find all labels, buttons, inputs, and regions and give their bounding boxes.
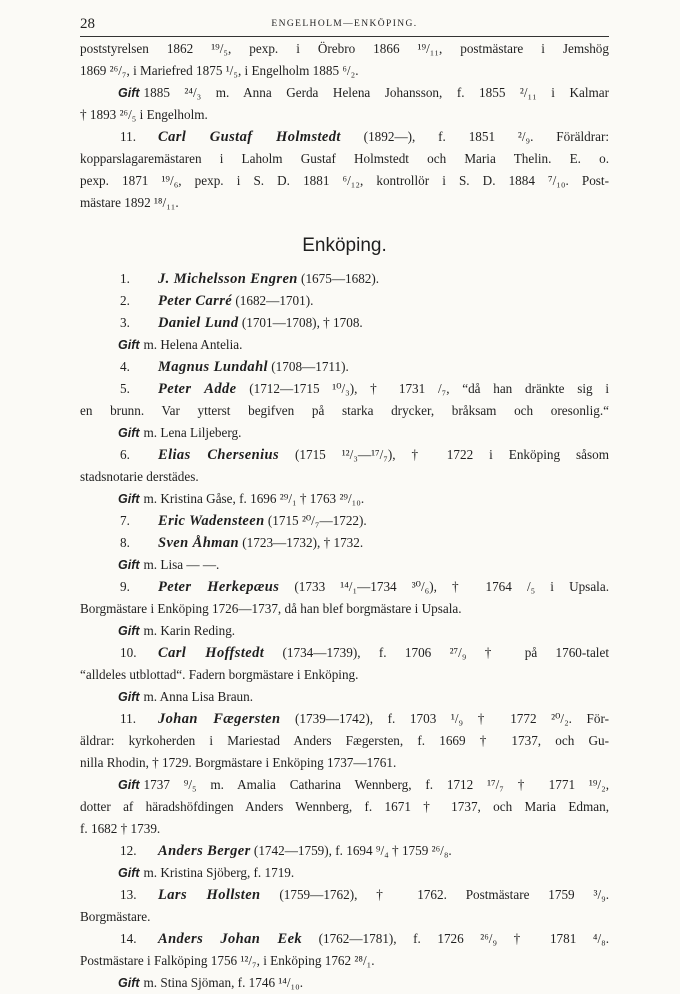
text-line bbox=[80, 950, 609, 972]
gift-label: Gift bbox=[118, 976, 140, 990]
line-text: (1734—1739), f. 1706 ²⁷/₉ † på 1760-talet bbox=[264, 645, 609, 660]
line-text: (1742—1759), f. 1694 ⁹/₄ † 1759 ²⁶/₈. bbox=[250, 843, 452, 858]
entry-number: 2. bbox=[120, 293, 130, 308]
text-line bbox=[80, 148, 609, 170]
marriage-line bbox=[80, 422, 609, 444]
gift-label: Gift bbox=[118, 338, 140, 352]
marriage-line bbox=[80, 972, 609, 994]
text-line bbox=[80, 170, 609, 192]
entry-number: 8. bbox=[120, 535, 130, 550]
gift-label: Gift bbox=[118, 866, 140, 880]
person-name: Anders Berger bbox=[158, 843, 251, 859]
text-line bbox=[80, 818, 609, 840]
line-text: (1762—1781), f. 1726 ²⁶/₉ † 1781 ⁴/₈. bbox=[302, 931, 609, 946]
text-line bbox=[80, 38, 609, 60]
person-name: J. Michelsson Engren bbox=[158, 271, 298, 287]
gift-label: Gift bbox=[118, 558, 140, 572]
text-line bbox=[80, 752, 609, 774]
entry-line bbox=[80, 444, 609, 466]
line-text: (1712—1715 ¹⁰/₃), † 1731 /₇, “då han dränkte sig i bbox=[236, 381, 609, 396]
line-text: m. Stina Sjöman, f. 1746 ¹⁴/₁₀. bbox=[143, 975, 304, 990]
line-text: Postmästare i Falköping 1756 ¹²/₇, i Enköping 1762 ²⁸/₁. bbox=[80, 953, 375, 968]
line-text: stadsnotarie derstädes. bbox=[80, 469, 199, 484]
person-name: Magnus Lundahl bbox=[158, 359, 268, 375]
entry-line bbox=[80, 884, 609, 906]
entry-line bbox=[80, 840, 609, 862]
line-text: m. Kristina Gåse, f. 1696 ²⁹/₁ † 1763 ²⁹/₁₀. bbox=[143, 491, 365, 506]
marriage-line bbox=[80, 620, 609, 642]
line-text: äldrar: kyrkoherden i Mariestad Anders Fægersten, f. 1669 † 1737, och Gu- bbox=[80, 733, 609, 748]
page-body bbox=[80, 38, 609, 994]
line-text: nilla Rhodin, † 1729. Borgmästare i Enköping 1737—1761. bbox=[80, 755, 397, 770]
entry-number: 6. bbox=[120, 447, 130, 462]
text-line bbox=[80, 664, 609, 686]
entry-line bbox=[80, 268, 609, 290]
person-name: Peter Carré bbox=[158, 293, 233, 309]
page-header bbox=[80, 14, 609, 37]
person-name: Eric Wadensteen bbox=[158, 513, 265, 529]
entry-line bbox=[80, 356, 609, 378]
line-text: “alldeles utblottad“. Fadern borgmästare i Enköping. bbox=[80, 667, 359, 682]
text-line bbox=[80, 598, 609, 620]
text-line bbox=[80, 730, 609, 752]
line-text: m. Lena Liljeberg. bbox=[143, 425, 242, 440]
gift-label: Gift bbox=[118, 86, 140, 100]
line-text: kopparslagaremästaren i Laholm Gustaf Holmstedt och Maria Thelin. E. o. bbox=[80, 151, 609, 166]
entry-number: 14. bbox=[120, 931, 137, 946]
entry-number: 11. bbox=[120, 129, 136, 144]
line-text: m. Anna Lisa Braun. bbox=[143, 689, 254, 704]
line-text: (1675—1682). bbox=[297, 271, 380, 286]
entry-number: 7. bbox=[120, 513, 130, 528]
text-line bbox=[80, 906, 609, 928]
line-text: f. 1682 † 1739. bbox=[80, 821, 161, 836]
entry-line bbox=[80, 576, 609, 598]
text-line bbox=[80, 400, 609, 422]
line-text: 1869 ²⁶/₇, i Mariefred 1875 ¹/₅, i Engelholm 1885 ⁶/₂. bbox=[80, 63, 359, 78]
entry-line bbox=[80, 642, 609, 664]
entry-number: 9. bbox=[120, 579, 130, 594]
text-line bbox=[80, 466, 609, 488]
person-name: Lars Hollsten bbox=[158, 887, 261, 903]
line-text: m. Kristina Sjöberg, f. 1719. bbox=[143, 865, 295, 880]
line-text: (1739—1742), f. 1703 ¹/₉ † 1772 ²⁰/₂. För- bbox=[280, 711, 609, 726]
marriage-line bbox=[80, 774, 609, 796]
entry-number: 4. bbox=[120, 359, 130, 374]
person-name: Peter Adde bbox=[158, 381, 237, 397]
gift-label: Gift bbox=[118, 492, 140, 506]
line-text: Borgmästare. bbox=[80, 909, 151, 924]
line-text: (1701—1708), † 1708. bbox=[238, 315, 363, 330]
person-name: Sven Åhman bbox=[158, 535, 239, 551]
entry-number: 3. bbox=[120, 315, 130, 330]
line-text: (1708—1711). bbox=[267, 359, 349, 374]
line-text: (1759—1762), † 1762. Postmästare 1759 ³/₉. bbox=[260, 887, 609, 902]
gift-label: Gift bbox=[118, 778, 140, 792]
line-text: m. Karin Reding. bbox=[143, 623, 236, 638]
line-text: poststyrelsen 1862 ¹⁹/₅, pexp. i Örebro 1866 ¹⁹/₁₁, postmästare i Jemshög bbox=[80, 41, 609, 56]
marriage-line bbox=[80, 862, 609, 884]
line-text: (1892—), f. 1851 ²/₉. Föräldrar: bbox=[340, 129, 609, 144]
line-text: pexp. 1871 ¹⁹/₆, pexp. i S. D. 1881 ⁶/₁₂, kontrollör i S. D. 1884 ⁷/₁₀. Post- bbox=[80, 173, 609, 188]
line-text: m. Lisa — —. bbox=[143, 557, 220, 572]
entry-line bbox=[80, 510, 609, 532]
continued-entry bbox=[80, 38, 609, 214]
text-line bbox=[80, 796, 609, 818]
running-head: ENGELHOLM—ENKÖPING. bbox=[271, 19, 418, 29]
entry-line bbox=[80, 290, 609, 312]
entry-number: 5. bbox=[120, 381, 130, 396]
entry-line bbox=[80, 312, 609, 334]
line-text: (1723—1732), † 1732. bbox=[238, 535, 364, 550]
person-name: Elias Chersenius bbox=[158, 447, 280, 463]
text-line bbox=[80, 60, 609, 82]
entry-line bbox=[80, 378, 609, 400]
line-text: Borgmästare i Enköping 1726—1737, då han blef borgmästare i Upsala. bbox=[80, 601, 462, 616]
line-text: † 1893 ²⁶/₅ i Engelholm. bbox=[80, 107, 208, 122]
person-name: Carl Hoffstedt bbox=[158, 645, 265, 661]
entry-number: 12. bbox=[120, 843, 137, 858]
entry-number: 10. bbox=[120, 645, 137, 660]
entry-line bbox=[80, 708, 609, 730]
entry-line bbox=[80, 532, 609, 554]
marriage-line bbox=[80, 334, 609, 356]
entry-line bbox=[80, 126, 609, 148]
gift-label: Gift bbox=[118, 624, 140, 638]
entry-list bbox=[80, 268, 609, 994]
line-text: mästare 1892 ¹⁸/₁₁. bbox=[80, 195, 179, 210]
marriage-line bbox=[80, 488, 609, 510]
person-name: Peter Herkepæus bbox=[158, 579, 280, 595]
line-text: (1715 ¹²/₃—¹⁷/₇), † 1722 i Enköping såsom bbox=[279, 447, 609, 462]
line-text: 1737 ⁹/₅ m. Amalia Catharina Wennberg, f. 1712 ¹⁷/₇ † 1771 ¹⁹/₂, bbox=[143, 777, 609, 792]
person-name: Daniel Lund bbox=[158, 315, 239, 331]
entry-number: 13. bbox=[120, 887, 137, 902]
text-line bbox=[80, 104, 609, 126]
line-text: (1733 ¹⁴/₁—1734 ³⁰/₆), † 1764 /₅ i Upsala. bbox=[279, 579, 609, 594]
line-text: 1885 ²⁴/₃ m. Anna Gerda Helena Johansson, f. 1855 ²/₁₁ i Kalmar bbox=[143, 85, 609, 100]
entry-number: 11. bbox=[120, 711, 136, 726]
person-name: Johan Fægersten bbox=[158, 711, 281, 727]
person-name: Carl Gustaf Holmstedt bbox=[158, 129, 341, 145]
entry-number: 1. bbox=[120, 271, 130, 286]
marriage-line bbox=[80, 82, 609, 104]
page-number: 28 bbox=[80, 16, 95, 32]
line-text: (1682—1701). bbox=[232, 293, 314, 308]
line-text: m. Helena Antelia. bbox=[143, 337, 243, 352]
marriage-line bbox=[80, 686, 609, 708]
person-name: Anders Johan Eek bbox=[158, 931, 303, 947]
gift-label: Gift bbox=[118, 426, 140, 440]
line-text: (1715 ²⁰/₇—1722). bbox=[264, 513, 367, 528]
line-text: en brunn. Var ytterst begifven på starka drycker, bråksam och oresonlig.“ bbox=[80, 403, 609, 418]
text-line bbox=[80, 192, 609, 214]
marriage-line bbox=[80, 554, 609, 576]
line-text: dotter af häradshöfdingen Anders Wennberg, f. 1671 † 1737, och Maria Edman, bbox=[80, 799, 609, 814]
gift-label: Gift bbox=[118, 690, 140, 704]
section-heading: Enköping. bbox=[302, 235, 387, 256]
